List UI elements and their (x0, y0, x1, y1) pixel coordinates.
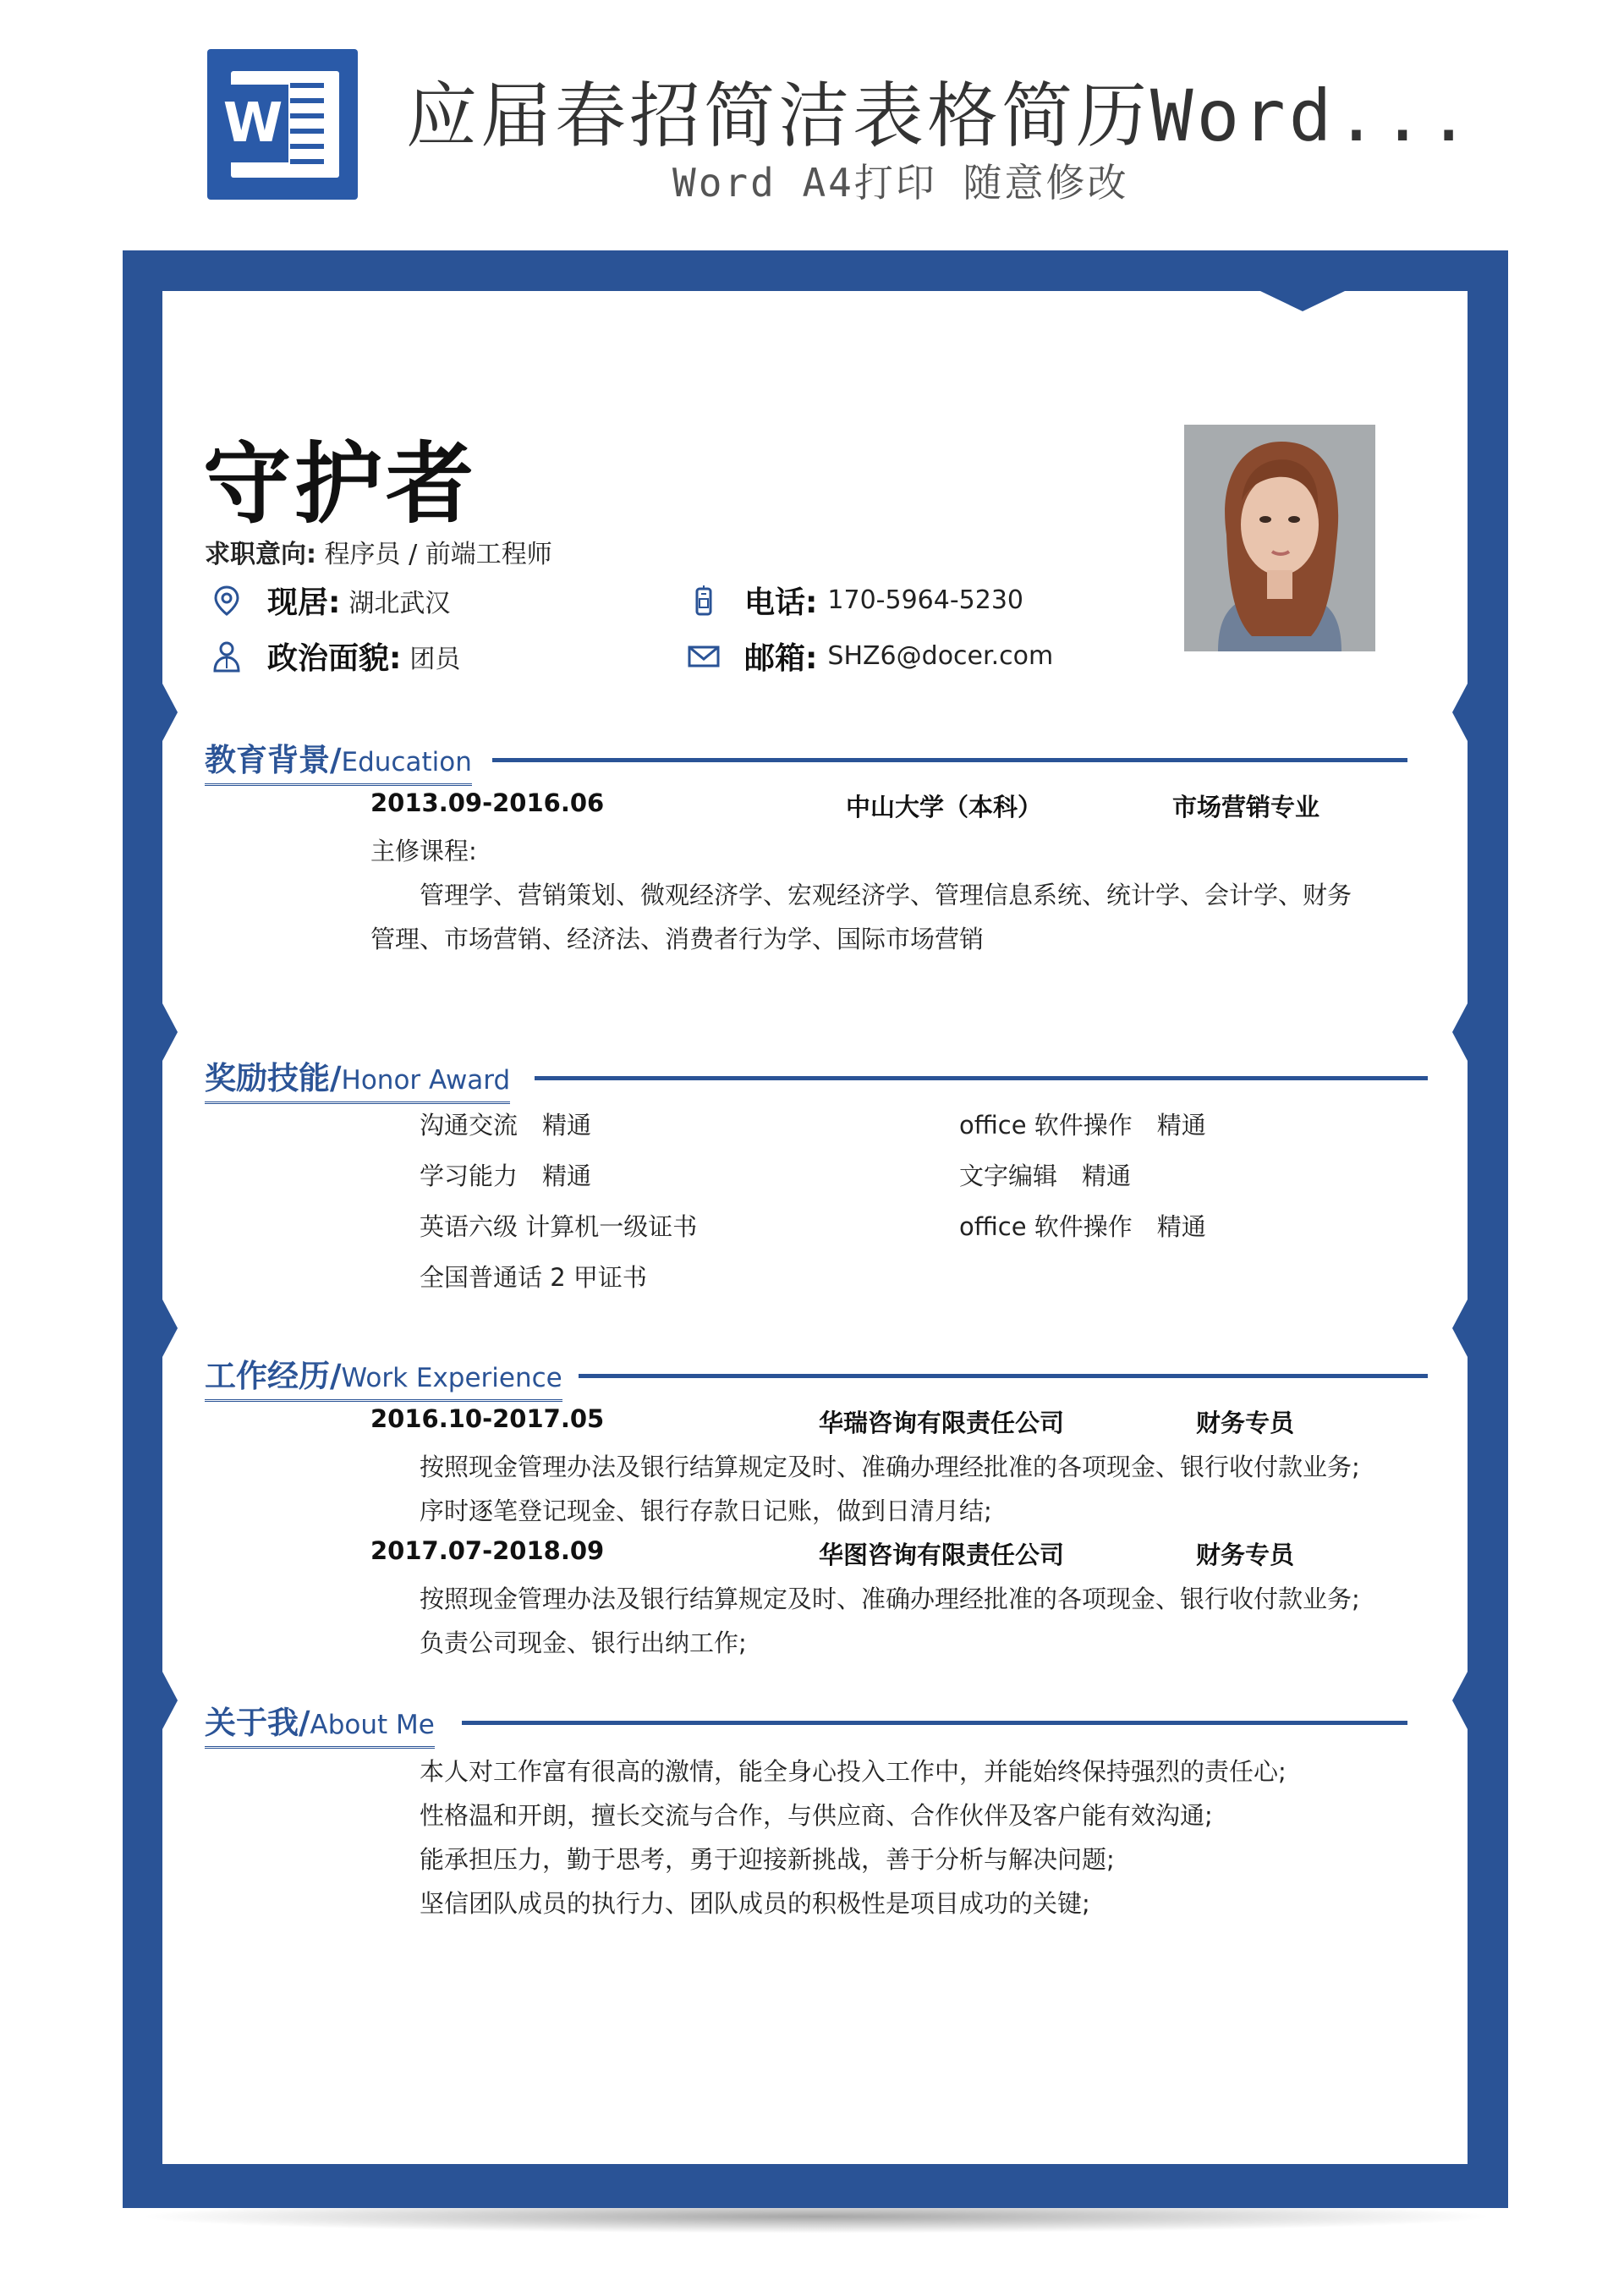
skill-item: 全国普通话 2 甲证书 (420, 1263, 647, 1292)
job-duty: 按照现金管理办法及银行结算规定及时、准确办理经批准的各项现金、银行收付款业务; (420, 1585, 1360, 1613)
section-title-cn: 工作经历/ (205, 1358, 342, 1394)
job-period: 2016.10-2017.05 (370, 1404, 605, 1433)
frame-notch (1452, 1672, 1468, 1729)
about-line: 本人对工作富有很高的激情，能全身心投入工作中，并能始终保持强烈的责任心; (420, 1757, 1287, 1786)
education-period: 2013.09-2016.06 (370, 788, 605, 817)
phone-icon (687, 584, 721, 618)
skill-item: office 软件操作 精通 (959, 1212, 1206, 1241)
frame-notch (1260, 291, 1345, 311)
frame-notch (162, 1003, 178, 1061)
residence-value: 湖北武汉 (348, 588, 451, 618)
job-intent-label: 求职意向: (205, 540, 316, 569)
politics-label: 政治面貌: (267, 641, 402, 676)
job-role: 财务专员 (1196, 1409, 1295, 1437)
skill-item: 沟通交流 精通 (420, 1111, 592, 1140)
job-duty: 负责公司现金、银行出纳工作; (420, 1629, 747, 1657)
job-duty: 序时逐笔登记现金、银行存款日记账，做到日清月结; (420, 1497, 992, 1525)
skill-item: 学习能力 精通 (420, 1162, 592, 1190)
word-letter: W (217, 85, 288, 162)
politics-row (210, 634, 460, 678)
job-duty: 按照现金管理办法及银行结算规定及时、准确办理经批准的各项现金、银行收付款业务; (420, 1453, 1360, 1481)
portrait-illustration (1184, 425, 1375, 651)
courses-line: 管理、市场营销、经济法、消费者行为学、国际市场营销 (370, 925, 985, 953)
section-title-cn: 关于我/ (205, 1705, 310, 1741)
job-role: 财务专员 (1196, 1541, 1295, 1569)
politics-value: 团员 (409, 644, 461, 674)
education-major: 市场营销专业 (1172, 793, 1320, 821)
skill-item: 英语六级 计算机一级证书 (420, 1212, 698, 1241)
courses-label: 主修课程: (370, 837, 477, 865)
about-line: 坚信团队成员的执行力、团队成员的积极性是项目成功的关键; (420, 1889, 1090, 1918)
residence-row (210, 579, 450, 622)
section-title-en: Education (341, 747, 472, 777)
job-intent (205, 533, 552, 570)
job-intent-value: 程序员 / 前端工程师 (324, 540, 552, 569)
section-title-work (205, 1350, 562, 1402)
frame-notch (162, 1672, 178, 1729)
document-subtitle: Word A4打印 随意修改 (672, 160, 1129, 206)
frame-notch (1452, 1003, 1468, 1061)
frame-notch (1452, 1299, 1468, 1357)
section-divider (579, 1374, 1428, 1378)
frame-notch (162, 1299, 178, 1357)
location-pin-icon (210, 584, 244, 618)
section-divider (462, 1721, 1407, 1725)
candidate-name: 守护者 (203, 432, 478, 536)
document-title: 应届春招简洁表格简历Word... (406, 74, 1474, 157)
frame-notch (162, 684, 178, 741)
section-title-en: About Me (310, 1710, 435, 1740)
job-period: 2017.07-2018.09 (370, 1536, 605, 1565)
section-divider (492, 758, 1407, 762)
residence-label: 现居: (267, 585, 341, 620)
job-company: 华瑞咨询有限责任公司 (819, 1409, 1065, 1437)
profile-photo (1184, 425, 1375, 651)
skill-item: 文字编辑 精通 (959, 1162, 1132, 1190)
word-logo (207, 49, 358, 200)
phone-label: 电话: (744, 585, 818, 620)
section-title-cn: 教育背景/ (205, 742, 342, 778)
envelope-icon (687, 640, 721, 673)
education-school: 中山大学（本科） (846, 793, 1043, 821)
courses-line: 管理学、营销策划、微观经济学、宏观经济学、管理信息系统、统计学、会计学、财务 (420, 881, 1352, 909)
phone-value: 170-5964-5230 (827, 585, 1024, 615)
email-label: 邮箱: (744, 641, 818, 676)
section-divider (535, 1076, 1428, 1080)
section-title-honor (205, 1052, 510, 1104)
section-title-en: Honor Award (341, 1065, 511, 1096)
job-company: 华图咨询有限责任公司 (819, 1541, 1065, 1569)
section-title-cn: 奖励技能/ (205, 1060, 342, 1096)
about-line: 能承担压力，勤于思考，勇于迎接新挑战，善于分析与解决问题; (420, 1845, 1115, 1874)
section-title-about (205, 1697, 435, 1749)
skill-item: office 软件操作 精通 (959, 1111, 1206, 1140)
email-value: SHZ6@docer.com (827, 641, 1054, 671)
section-title-education (205, 734, 472, 786)
email-row (687, 634, 1053, 678)
about-line: 性格温和开朗，擅长交流与合作，与供应商、合作伙伴及客户能有效沟通; (420, 1801, 1213, 1830)
person-icon (210, 640, 244, 673)
frame-notch (1452, 684, 1468, 741)
phone-row (687, 579, 1023, 622)
section-title-en: Work Experience (341, 1363, 562, 1393)
